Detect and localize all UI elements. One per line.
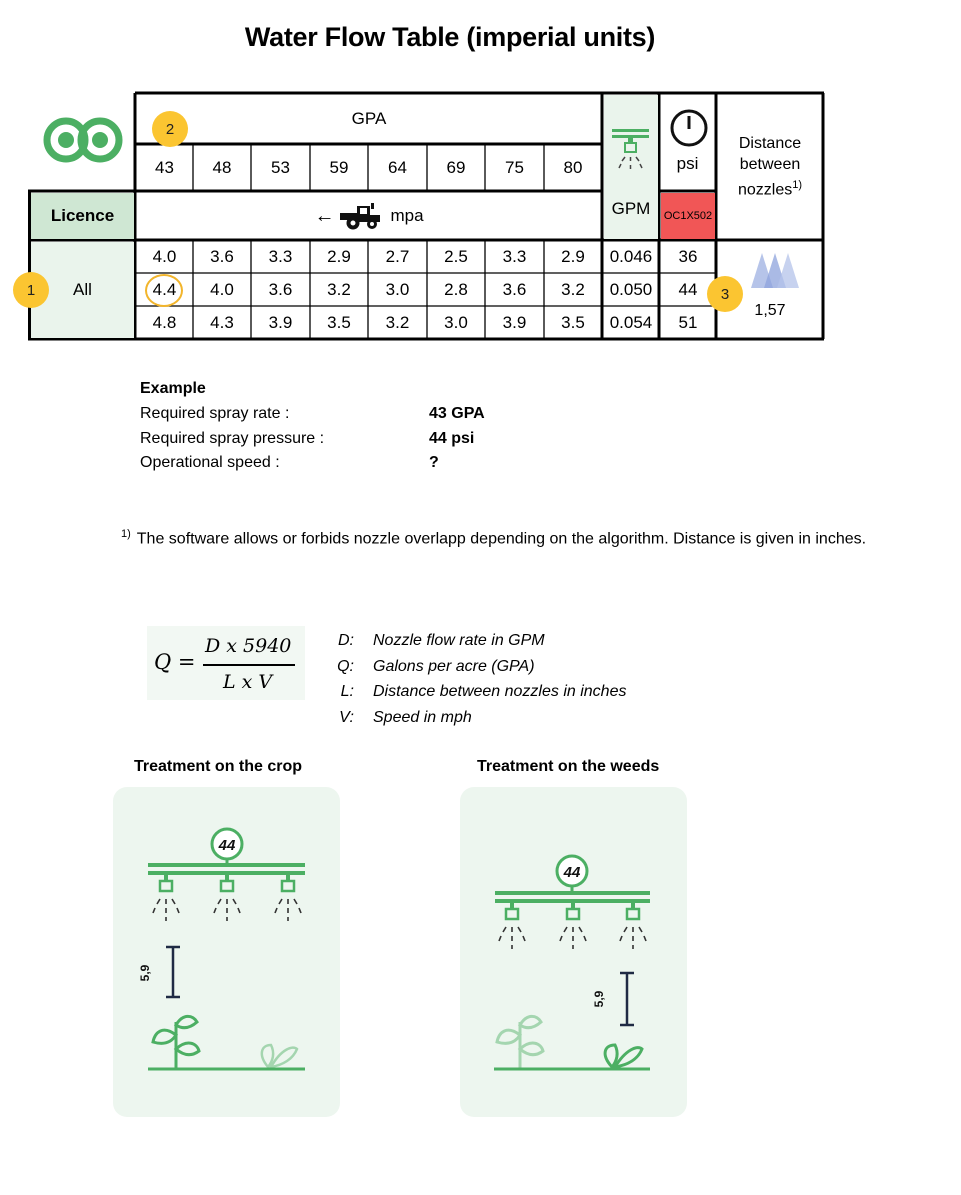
crop-panel-title: Treatment on the crop <box>134 758 303 775</box>
nozzle-icon <box>506 903 518 919</box>
tractor-icon <box>340 202 382 230</box>
gpa-value: 48 <box>212 157 232 177</box>
footnote-text: The software allows or forbids nozzle overlapp depending on the algorithm. Distance is given in inches. <box>136 530 867 548</box>
crop-treatment-panel <box>113 787 340 1117</box>
gpm-cell: 0.050 <box>609 280 653 299</box>
psi-cell: 36 <box>678 247 698 266</box>
speed-cell: 2.7 <box>385 247 410 266</box>
gpm-cell: 0.054 <box>609 313 653 332</box>
example-label: Required spray pressure : <box>140 429 325 447</box>
speed-cell: 3.5 <box>327 313 351 332</box>
legend-key: L: <box>340 683 354 701</box>
speed-cell: 3.5 <box>561 313 585 332</box>
speed-cell: 3.6 <box>268 280 293 299</box>
weeds-panel-title: Treatment on the weeds <box>477 758 660 775</box>
height-value: 5,9 <box>592 990 606 1008</box>
speed-cell: 2.8 <box>444 280 468 299</box>
nozzle-icon <box>627 903 639 919</box>
crop-plant-icon <box>497 1016 543 1069</box>
spray-icon <box>499 927 646 949</box>
example-value: 44 psi <box>429 429 475 447</box>
legend-desc: Galons per acre (GPA) <box>373 657 535 675</box>
psi-label: psi <box>676 154 699 173</box>
licence-value: All <box>31 242 134 338</box>
legend-key: D: <box>338 632 354 649</box>
example-heading: Example <box>140 380 206 397</box>
example-label: Operational speed : <box>140 454 280 471</box>
example-value: ? <box>429 454 439 471</box>
legend-desc: Distance between nozzles in inches <box>373 683 627 701</box>
speed-cell: 4.8 <box>152 313 177 332</box>
highlight-circle <box>145 274 183 307</box>
psi-cell: 44 <box>678 280 698 299</box>
distance-label-line: Distance <box>738 135 802 153</box>
example-value: 43 GPA <box>429 405 485 422</box>
speed-cell: 2.9 <box>327 247 351 266</box>
speed-cell: 3.6 <box>210 247 234 266</box>
mpa-header <box>136 193 602 239</box>
gpa-value: 59 <box>329 157 349 177</box>
speed-cell: 3.2 <box>561 280 585 299</box>
speed-cell: 3.3 <box>502 247 527 266</box>
speed-cell: 3.6 <box>502 280 527 299</box>
height-value: 5,9 <box>138 964 152 982</box>
example-row <box>140 429 475 455</box>
gpm-cell: 0.046 <box>609 247 653 266</box>
left-arrow-icon: ← <box>314 204 335 227</box>
footnote-mark: 1) <box>121 528 131 540</box>
badge-1: 1 <box>13 272 49 308</box>
nozzle-icon <box>282 875 294 891</box>
weeds-treatment-panel <box>460 787 687 1117</box>
nozzle-icon <box>160 875 172 891</box>
fraction-bar <box>203 664 295 666</box>
gauge-value: 44 <box>218 837 236 854</box>
speed-cell: 3.9 <box>268 313 293 332</box>
legend-key: V: <box>339 709 354 727</box>
weed-icon <box>605 1045 642 1067</box>
formula-numerator: D x 5940 <box>205 635 292 657</box>
speed-cell: 3.2 <box>327 280 351 299</box>
legend-key: Q: <box>337 657 354 675</box>
gpa-value: 75 <box>505 157 524 177</box>
gpa-value: 64 <box>388 157 407 177</box>
height-marker <box>620 973 634 1025</box>
speed-cell: 4.4 <box>152 280 177 299</box>
gpm-label: GPM <box>611 199 651 218</box>
speed-cell: 3.3 <box>268 247 293 266</box>
speed-cell: 2.5 <box>444 247 468 266</box>
gauge-value: 44 <box>563 864 581 881</box>
badge-2: 2 <box>152 111 188 147</box>
formula-lhs: Q = <box>154 650 196 674</box>
mpa-label: mpa <box>390 206 424 225</box>
example-label: Required spray rate : <box>140 405 290 422</box>
distance-label-line: between <box>739 156 801 174</box>
nozzle-spray-icon <box>611 124 651 184</box>
page-title: Water Flow Table (imperial units) <box>244 22 656 52</box>
brand-logo-icon <box>41 113 127 167</box>
footnote <box>121 528 866 548</box>
gpa-header: GPA <box>351 109 387 128</box>
example-row <box>140 405 485 430</box>
legend-desc: Nozzle flow rate in GPM <box>373 632 545 649</box>
distance-footnote-mark: 1) <box>792 179 803 192</box>
example-section <box>140 380 485 479</box>
gpa-value: 80 <box>563 157 583 177</box>
water-flow-table <box>0 0 961 360</box>
psi-cell: 51 <box>678 313 698 332</box>
height-marker <box>166 947 180 997</box>
example-row <box>140 454 439 479</box>
gpa-value: 53 <box>271 157 290 177</box>
distance-header <box>718 95 822 239</box>
nozzle-code-badge: OC1X502 <box>661 193 715 239</box>
weed-icon <box>262 1045 297 1067</box>
weeds-treatment-illustration <box>460 787 687 1117</box>
speed-cell: 3.2 <box>385 313 410 332</box>
spray-icon <box>153 899 301 921</box>
gpa-value: 43 <box>155 157 174 177</box>
formula <box>147 626 305 700</box>
licence-header: Licence <box>31 193 134 239</box>
crop-treatment-illustration <box>113 787 340 1117</box>
speed-cell: 3.9 <box>502 313 527 332</box>
crop-plant-icon <box>153 1016 199 1069</box>
distance-value: 1,57 <box>754 302 786 319</box>
nozzle-icon <box>567 903 579 919</box>
speed-cell: 4.0 <box>210 280 234 299</box>
distance-label-line: nozzles <box>737 181 793 199</box>
spray-overlap-icon <box>745 250 805 290</box>
badge-3: 3 <box>707 276 743 312</box>
gpa-value: 69 <box>446 157 466 177</box>
nozzle-icon <box>221 875 233 891</box>
speed-cell: 4.0 <box>152 247 177 266</box>
speed-cell: 4.3 <box>210 313 234 332</box>
speed-cell: 3.0 <box>444 313 468 332</box>
speed-cell: 2.9 <box>561 247 585 266</box>
pressure-gauge-icon <box>669 108 709 148</box>
speed-cell: 3.0 <box>385 280 410 299</box>
legend-desc: Speed in mph <box>373 709 472 727</box>
formula-denominator: L x V <box>223 671 273 693</box>
